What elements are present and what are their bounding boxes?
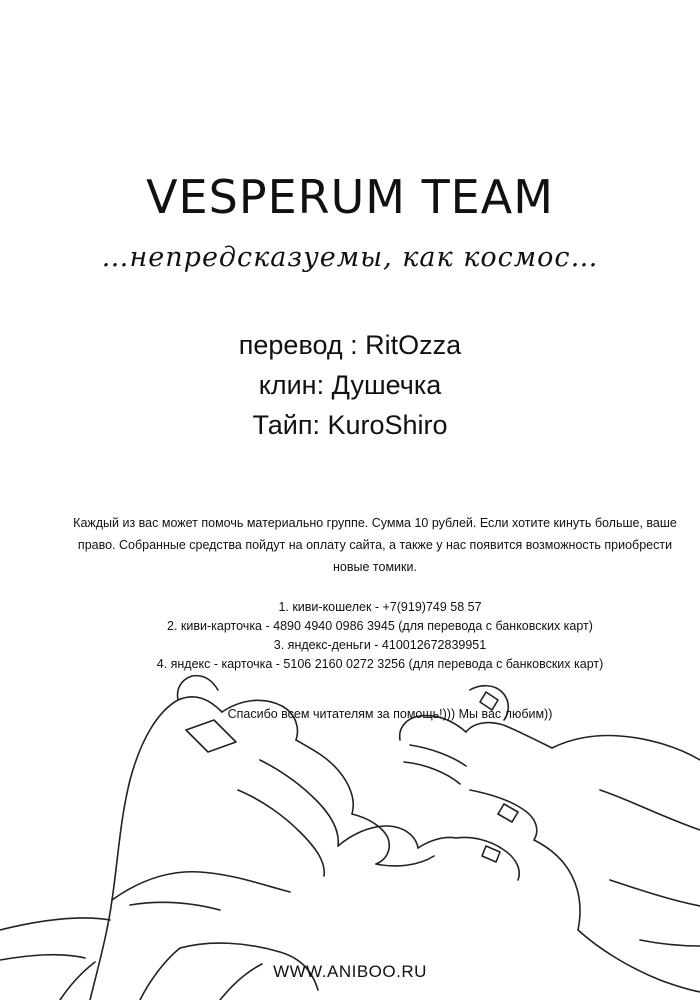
team-title: VESPERUM TEAM	[146, 170, 554, 224]
thanks-message: Спасибо всем читателям за помощь!))) Мы вас любим))	[227, 707, 553, 721]
donation-paragraph: Каждый из вас может помочь материально группе. Сумма 10 рублей. Если хотите кинуть больше, ваше право. Собранные средства пойдут на оплату сайта, а также у нас появится возможность приобрести новые томики.	[73, 516, 677, 574]
donation-item-1: 1. киви-кошелек - +7(919)749 58 57	[278, 600, 482, 614]
donation-item-3: 3. яндекс-деньги - 410012672839951	[273, 638, 487, 652]
site-watermark: WWW.ANIBOO.RU	[273, 962, 427, 981]
donation-item-2: 2. киви-карточка - 4890 4940 0986 3945 (для перевода с банковских карт)	[167, 619, 593, 633]
credit-typesetting: Тайп: KuroShiro	[252, 410, 448, 440]
team-slogan: …непредсказуемы, как космос…	[101, 242, 599, 273]
donation-item-4: 4. яндекс - карточка - 5106 2160 0272 3256 (для перевода с банковских карт)	[156, 657, 604, 671]
credit-cleaning: клин: Душечка	[258, 370, 442, 400]
donation-text	[70, 512, 680, 578]
credit-translation: перевод : RitOzza	[238, 330, 462, 360]
credits-block	[0, 325, 700, 445]
donation-list	[100, 598, 660, 674]
